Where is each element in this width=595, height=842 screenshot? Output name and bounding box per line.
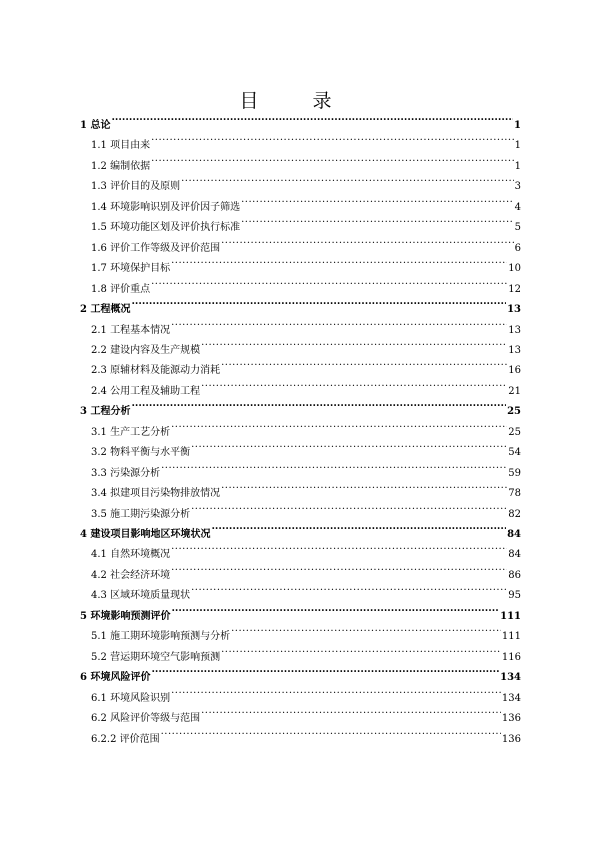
dot-leader xyxy=(111,108,513,128)
toc-chapter-entry[interactable] xyxy=(80,660,521,684)
dot-leader xyxy=(171,415,507,435)
toc-entry-label: 4.2 社会经济环境 xyxy=(91,569,171,581)
toc-entry-label: 3.5 施工期污染源分析 xyxy=(91,508,191,520)
toc-section-entry[interactable] xyxy=(91,353,521,377)
toc-entry-page-number: 59 xyxy=(508,467,521,479)
toc-entry-label: 4.1 自然环境概况 xyxy=(91,549,171,561)
dot-leader xyxy=(201,374,507,394)
toc-entry-label: 3.1 生产工艺分析 xyxy=(91,426,171,438)
toc-entry-page-number: 78 xyxy=(508,488,521,500)
toc-section-entry[interactable] xyxy=(91,701,521,725)
toc-entry-page-number: 84 xyxy=(508,549,521,561)
toc-entry-label: 6.1 环境风险识别 xyxy=(91,692,171,704)
dot-leader xyxy=(151,128,514,148)
toc-entry-label: 3.3 污染源分析 xyxy=(91,467,161,479)
toc-entry-label: 6 环境风险评价 xyxy=(80,672,151,684)
toc-entry-label: 1.6 评价工作等级及评价范围 xyxy=(91,242,221,254)
toc-chapter-entry[interactable] xyxy=(80,599,521,622)
toc-section-entry[interactable] xyxy=(91,619,521,643)
toc-entry-page-number: 3 xyxy=(514,181,521,193)
toc-entry-label: 3.4 拟建项目污染物排放情况 xyxy=(91,488,221,500)
toc-entry-page-number: 4 xyxy=(514,201,521,213)
toc-section-entry[interactable] xyxy=(91,415,521,438)
toc-entry-page-number: 1 xyxy=(514,120,521,131)
dot-leader xyxy=(221,476,507,496)
toc-section-entry[interactable] xyxy=(91,313,521,336)
dot-leader xyxy=(171,599,499,619)
toc-entry-label: 1.4 环境影响识别及评价因子筛选 xyxy=(91,201,241,213)
toc-entry-label: 4 建设项目影响地区环境状况 xyxy=(80,529,211,540)
toc-section-entry[interactable] xyxy=(91,128,521,152)
dot-leader xyxy=(211,517,506,537)
toc-entry-label: 5.1 施工期环境影响预测与分析 xyxy=(91,631,231,643)
toc-entry-page-number: 1 xyxy=(514,140,521,152)
toc-entry-label: 6.2.2 评价范围 xyxy=(91,733,160,745)
toc-chapter-entry[interactable] xyxy=(80,394,521,418)
dot-leader xyxy=(201,333,507,353)
toc-chapter-entry[interactable] xyxy=(80,108,521,131)
toc-section-entry[interactable] xyxy=(91,231,521,254)
toc-entry-label: 4.3 区域环境质量现状 xyxy=(91,590,191,602)
toc-entry-page-number: 84 xyxy=(507,529,521,540)
toc-entry-label: 1.2 编制依据 xyxy=(91,160,151,172)
dot-leader xyxy=(191,435,507,455)
toc-section-entry[interactable] xyxy=(91,681,521,704)
toc-entry-page-number: 134 xyxy=(501,692,521,704)
toc-entry-label: 1 总论 xyxy=(80,120,111,131)
toc-entry-page-number: 13 xyxy=(508,344,521,356)
toc-entry-page-number: 21 xyxy=(508,385,521,397)
toc-entry-page-number: 95 xyxy=(508,590,521,602)
dot-leader xyxy=(161,456,507,476)
toc-entry-label: 2.3 原辅材料及能源动力消耗 xyxy=(91,365,221,377)
toc-entry-page-number: 111 xyxy=(501,631,521,643)
toc-entry-label: 2 工程概况 xyxy=(80,304,131,316)
toc-entry-page-number: 82 xyxy=(508,508,521,520)
toc-entry-page-number: 136 xyxy=(501,713,521,725)
toc-section-entry[interactable] xyxy=(91,251,521,275)
toc-entry-label: 3.2 物料平衡与水平衡 xyxy=(91,447,191,459)
toc-entry-page-number: 25 xyxy=(508,426,521,438)
dot-leader xyxy=(241,190,514,210)
toc-entry-page-number: 6 xyxy=(514,242,521,254)
dot-leader xyxy=(171,251,507,271)
toc-entry-page-number: 1 xyxy=(514,160,521,172)
dot-leader xyxy=(201,701,501,721)
dot-leader xyxy=(131,292,506,312)
dot-leader xyxy=(131,394,506,414)
toc-section-entry[interactable] xyxy=(91,558,521,581)
dot-leader xyxy=(191,578,507,598)
toc-section-entry[interactable] xyxy=(91,169,521,193)
toc-entry-page-number: 136 xyxy=(501,733,521,745)
toc-entry-page-number: 10 xyxy=(508,263,521,275)
dot-leader xyxy=(191,497,507,517)
toc-entry-page-number: 12 xyxy=(508,283,521,295)
toc-section-entry[interactable] xyxy=(91,190,521,213)
toc-section-entry[interactable] xyxy=(91,497,521,520)
dot-leader xyxy=(151,149,514,169)
toc-entry-page-number: 134 xyxy=(500,672,521,684)
toc-entry-label: 2.2 建设内容及生产规模 xyxy=(91,344,201,356)
dot-leader xyxy=(151,272,507,292)
dot-leader xyxy=(151,660,499,680)
dot-leader xyxy=(241,210,514,230)
dot-leader xyxy=(171,537,507,557)
dot-leader xyxy=(171,313,507,333)
toc-entry-page-number: 25 xyxy=(507,406,521,418)
dot-leader xyxy=(221,231,514,251)
toc-section-entry[interactable] xyxy=(91,272,521,295)
toc-section-entry[interactable] xyxy=(91,435,521,459)
toc-section-entry[interactable] xyxy=(91,333,521,356)
toc-section-entry[interactable] xyxy=(91,210,521,234)
toc-entry-page-number: 16 xyxy=(508,365,521,377)
dot-leader xyxy=(171,681,501,701)
toc-chapter-entry[interactable] xyxy=(80,517,521,540)
toc-entry-label: 1.1 项目由来 xyxy=(91,140,151,152)
toc-section-entry[interactable] xyxy=(91,374,521,397)
page-title: 目 录 xyxy=(239,90,356,112)
toc-entry-label: 5.2 营运期环境空气影响预测 xyxy=(91,651,221,663)
toc-entry-label: 2.4 公用工程及辅助工程 xyxy=(91,385,201,397)
toc-entry-label: 1.8 评价重点 xyxy=(91,283,151,295)
toc-entry-label: 1.3 评价目的及原则 xyxy=(91,181,181,193)
toc-entry-page-number: 86 xyxy=(508,569,521,581)
toc-section-entry[interactable] xyxy=(91,537,521,561)
toc-entry-label: 6.2 风险评价等级与范围 xyxy=(91,713,201,725)
toc-chapter-entry[interactable] xyxy=(80,292,521,316)
dot-leader xyxy=(181,169,514,189)
toc-entry-label: 1.5 环境功能区划及评价执行标准 xyxy=(91,222,241,234)
dot-leader xyxy=(171,558,507,578)
toc-entry-label: 3 工程分析 xyxy=(80,406,131,418)
toc-entry-label: 1.7 环境保护目标 xyxy=(91,263,171,275)
toc-section-entry[interactable] xyxy=(91,640,521,663)
toc-entry-page-number: 13 xyxy=(508,324,521,336)
dot-leader xyxy=(221,640,501,660)
toc-section-entry[interactable] xyxy=(91,476,521,500)
toc-section-entry[interactable] xyxy=(91,722,521,745)
toc-entry-page-number: 116 xyxy=(501,651,521,663)
toc-section-entry[interactable] xyxy=(91,456,521,479)
dot-leader xyxy=(231,619,501,639)
toc-entry-page-number: 5 xyxy=(514,222,521,234)
toc-entry-page-number: 111 xyxy=(500,610,521,622)
toc-entry-label: 5 环境影响预测评价 xyxy=(80,610,171,622)
dot-leader xyxy=(161,722,501,742)
toc-entry-page-number: 13 xyxy=(507,304,521,316)
toc-entry-page-number: 54 xyxy=(508,447,521,459)
dot-leader xyxy=(221,353,507,373)
toc-section-entry[interactable] xyxy=(91,149,521,172)
toc-section-entry[interactable] xyxy=(91,578,521,602)
toc-entry-label: 2.1 工程基本情况 xyxy=(91,324,171,336)
